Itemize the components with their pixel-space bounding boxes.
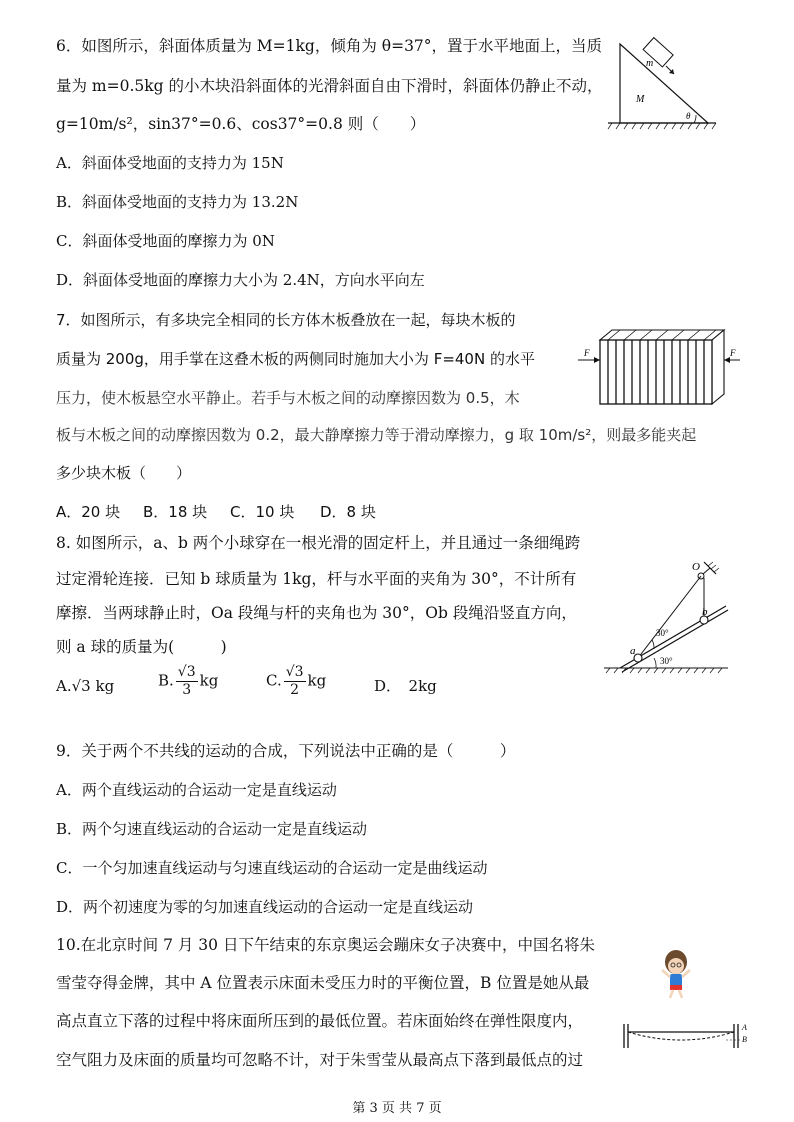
q8-stem-line2: 过定滑轮连接．已知 b 球质量为 1kg，杆与水平面的夹角为 30°，不计所有 [56,570,577,588]
q6-option-c: C．斜面体受地面的摩擦力为 0N [56,232,275,250]
q6-stem-line3: g=10m/s²，sin37°=0.6、cos37°=0.8 则（ ） [56,115,426,133]
q8-fig-label-O: O [692,561,700,573]
q10-stem-line1: 10.在北京时间 7 月 30 日下午结束的东京奥运会蹦床女子决赛中，中国名将朱 [56,936,595,954]
q8-option-b-unit: kg [199,671,219,690]
q8-stem-line4: 则 a 球的质量为( ) [56,638,227,656]
q8-option-a [56,676,114,696]
q8-fig-angle-upper: 30° [656,628,669,638]
q7-option-c: C．10 块 [230,503,295,521]
q7-stem-line2: 质量为 200g，用手掌在这叠木板的两侧同时施加大小为 F=40N 的水平 [56,350,535,368]
q6-stem-line1: 6．如图所示，斜面体质量为 M=1kg，倾角为 θ=37°，置于水平地面上，当质 [56,37,603,55]
q7-stem-line4: 板与木板之间的动摩擦因数为 0.2，最大静摩擦力等于滑动摩擦力，g 取 10m/s²，则最多能夹起 [56,426,697,444]
q10-stem-line2: 雪莹夺得金牌，其中 A 位置表示床面未受压力时的平衡位置，B 位置是她从最 [56,974,590,992]
q7-option-d: D．8 块 [320,503,376,521]
q8-option-b-numerator: √3 [177,664,196,680]
q10-stem-line4: 空气阻力及床面的质量均可忽略不计，对于朱雪莹从最高点下落到最低点的过 [56,1051,584,1069]
q8-option-b-label: B. [158,671,174,690]
q9-option-b: B．两个匀速直线运动的合运动一定是直线运动 [56,820,368,838]
q8-pulley-figure [600,556,732,676]
gymnast-icon [662,950,690,998]
q6-fig-label-M: M [636,94,645,105]
q8-option-c-denominator: 2 [290,682,300,698]
q6-option-d: D．斜面体受地面的摩擦力大小为 2.4N，方向水平向左 [56,271,425,289]
q7-stem-line3: 压力，使木板悬空水平静止。若手与木板之间的动摩擦因数为 0.5，木 [56,389,520,407]
q8-fig-angle-lower: 30° [660,656,673,666]
q6-fig-label-theta: θ [686,111,691,121]
q8-stem-line3: 摩擦．当两球静止时，Oa 段绳与杆的夹角也为 30°，Ob 段绳沿竖直方向， [56,604,577,622]
q7-option-a: A．20 块 [56,503,121,521]
q8-option-c-unit: kg [307,671,327,690]
q9-stem-line1: 9．关于两个不共线的运动的合成，下列说法中正确的是（ ） [56,742,516,760]
q7-stem-line1: 7．如图所示，有多块完全相同的长方体木板叠放在一起，每块木板的 [56,311,516,329]
page-number-footer: 第 3 页 共 7 页 [352,1101,442,1116]
q8-stem-line1: 8. 如图所示，a、b 两个小球穿在一根光滑的固定杆上，并且通过一条细绳跨 [56,534,581,552]
q7-board-stack-figure [576,326,742,410]
q8-option-a-label: A. [56,677,72,695]
q8-option-b-denominator: 3 [182,682,192,698]
q9-option-c: C．一个匀加速直线运动与匀速直线运动的合运动一定是曲线运动 [56,859,488,877]
q9-option-d: D．两个初速度为零的匀加速直线运动的合运动一定是直线运动 [56,898,474,916]
q8-option-c-label: C. [266,671,282,690]
q8-option-c-numerator: √3 [285,664,304,680]
q8-fig-label-b: b [702,606,708,618]
q8-option-b [158,664,218,699]
q10-stem-line3: 高点直立下落的过程中将床面所压到的最低位置。若床面始终在弹性限度内， [56,1012,584,1030]
q9-option-a: A．两个直线运动的合运动一定是直线运动 [56,781,337,799]
q6-stem-line2: 量为 m=0.5kg 的小木块沿斜面体的光滑斜面自由下滑时，斜面体仍静止不动， [56,77,603,95]
q8-option-c [266,664,326,699]
q6-option-a: A．斜面体受地面的支持力为 15N [56,154,284,172]
q8-option-a-value: √3 kg [71,677,115,695]
q7-stem-line5: 多少块木板（ ） [56,464,192,482]
q6-fig-label-m: m [646,58,654,69]
q10-trampoline-figure [620,944,752,1072]
q10-fig-label-A: A [742,1023,747,1032]
q6-incline-figure [606,36,718,132]
q8-fig-label-a: a [630,645,636,657]
q8-option-d: D． 2kg [374,677,437,695]
q6-option-b: B．斜面体受地面的支持力为 13.2N [56,193,299,211]
q7-fig-force-left: F [584,348,590,358]
q7-fig-force-right: F [730,348,736,358]
q7-option-b: B．18 块 [143,503,208,521]
q10-fig-label-B: B [742,1035,747,1044]
